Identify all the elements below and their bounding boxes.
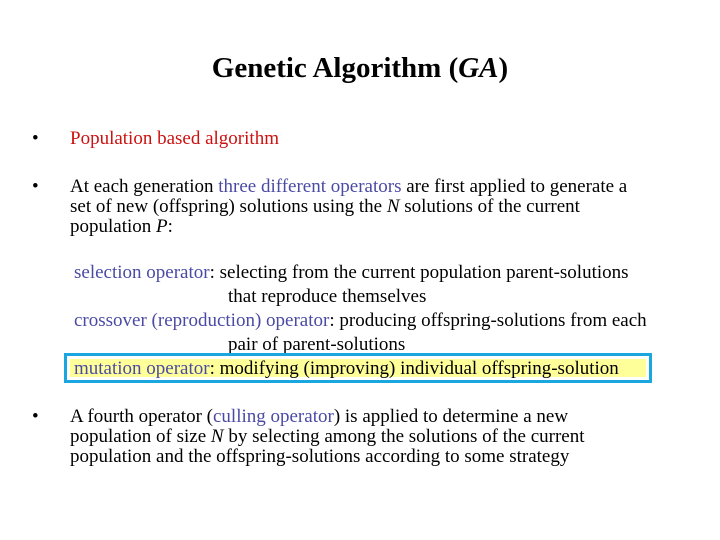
bullet-2-line-2	[70, 197, 690, 217]
bullet-marker-2: •	[32, 176, 39, 197]
bullet-text-2	[70, 177, 690, 237]
variable-p: P	[156, 216, 168, 237]
bullet-2-line-3	[70, 217, 690, 237]
bullet-3-line2-post: by selecting among the solutions of the current	[223, 426, 585, 447]
slide-title	[0, 48, 720, 88]
bullet-3-highlight: culling operator	[212, 406, 334, 427]
bullet-2-line3-pre: population	[70, 216, 157, 237]
bullet-2-line-1	[70, 177, 690, 197]
bullet-text-3	[70, 407, 690, 467]
bullet-marker-3: •	[32, 406, 39, 427]
crossover-desc-1: : producing offspring-solutions from each	[329, 310, 647, 331]
bullet-2-post: are first applied to generate a	[401, 176, 628, 197]
title-abbr: GA	[458, 52, 499, 84]
mutation-desc: : modifying (improving) individual offspring-solution	[209, 358, 619, 379]
bullet-3-line-2	[70, 427, 690, 447]
variable-n-2: N	[210, 426, 224, 447]
selection-desc-1: : selecting from the current population parent-solutions	[209, 262, 629, 283]
title-text: Genetic Algorithm (	[211, 52, 459, 84]
bullet-3-line-1	[70, 407, 690, 427]
bullet-2-line3-post: :	[167, 216, 173, 237]
bullet-2-line2-post: solutions of the current	[399, 196, 580, 217]
title-close: )	[498, 52, 509, 84]
crossover-line-2: pair of parent-solutions	[228, 334, 406, 355]
selection-line-1	[74, 263, 629, 283]
bullet-3-line-3: population and the offspring-solutions according to some strategy	[70, 446, 570, 467]
bullet-2-line2-pre: set of new (offspring) solutions using the	[70, 196, 387, 217]
mutation-line	[74, 359, 619, 379]
mutation-operator-name: mutation operator	[74, 358, 210, 379]
crossover-line-1	[74, 311, 647, 331]
bullet-3-line2-pre: population of size	[70, 426, 211, 447]
bullet-2-highlight: three different operators	[218, 176, 402, 197]
bullet-text-1: Population based algorithm	[70, 128, 279, 149]
bullet-3-pre: A fourth operator (	[70, 406, 213, 427]
bullet-2-pre: At each generation	[70, 176, 219, 197]
variable-n: N	[386, 196, 400, 217]
bullet-3-post: ) is applied to determine a new	[333, 406, 569, 427]
bullet-marker-1: •	[32, 128, 39, 149]
selection-line-2: that reproduce themselves	[228, 286, 427, 307]
crossover-operator-name: crossover (reproduction) operator	[74, 310, 330, 331]
selection-operator-name: selection operator	[74, 262, 210, 283]
